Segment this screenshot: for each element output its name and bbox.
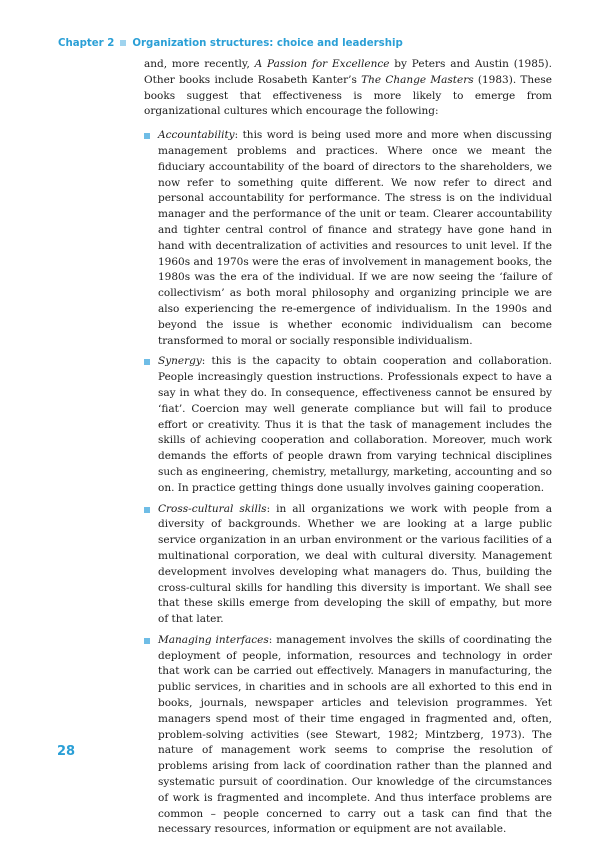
list-item-cross-cultural-skills <box>144 502 552 628</box>
bullet-square-icon <box>144 638 150 644</box>
item-term: Cross-cultural skills <box>158 502 267 515</box>
quality-list <box>144 128 552 838</box>
book-title-change-masters: The Change Masters <box>361 73 474 86</box>
bullet-square-icon <box>144 507 150 513</box>
bullet-square-icon <box>144 359 150 365</box>
page-number: 28 <box>57 744 76 759</box>
list-item-synergy <box>144 354 552 496</box>
list-item-managing-interfaces <box>144 633 552 838</box>
running-head <box>58 38 403 49</box>
list-item-accountability <box>144 128 552 349</box>
item-text: : in all organizations we work with people from a diversity of backgrounds. Whether we are looking at a large public service organization in an urban environment or the various facilities of a multinational corporation, we deal with cultural diversity. Management development involves developing what managers do. Thus, building the cross-cultural skills for handling this diversity is important. We shall see that these skills emerge from developing the skill of empathy, but more of that later. <box>158 502 552 626</box>
item-term: Managing interfaces <box>158 633 269 646</box>
chapter-label: Chapter 2 <box>58 38 115 49</box>
item-text: : this is the capacity to obtain cooperation and collaboration. People increasingly question instructions. Professionals expect to have a say in what they do. In consequence, effectiveness cannot be ensured by ‘fiat’. Coercion may well generate compliance but will fail to produce effort or creativity. Thus it is that the task of management includes the skills of achieving cooperation and collaboration. Moreover, much work demands the efforts of people drawn from varying technical disciplines such as engineering, chemistry, metallurgy, marketing, accounting and so on. In practice getting things done usually involves gaining cooperation. <box>158 355 552 494</box>
item-term: Accountability <box>158 129 235 142</box>
intro-text-3: (1983). These books suggest that effectiveness is more likely to emerge from organizational cultures which encourage the following: <box>144 73 552 118</box>
separator-square-icon <box>120 40 126 46</box>
body-text <box>144 57 552 843</box>
chapter-title: Organization structures: choice and leadership <box>132 38 403 49</box>
intro-text-2: by Peters and Austin (1985). Other books include Rosabeth Kanter’s <box>144 58 552 86</box>
item-term: Synergy <box>158 355 202 368</box>
book-title-passion-for-excellence: A Passion for Excellence <box>254 58 390 70</box>
intro-text-1: and, more recently, <box>144 58 255 70</box>
intro-paragraph <box>144 57 552 120</box>
bullet-square-icon <box>144 133 150 139</box>
item-text: : management involves the skills of coordinating the deployment of people, information, resources and technology in order that work can be carried out effectively. Managers in manufacturing, the public services, in charities and in schools are all exhorted to this end in books, journals, newspaper articles and television programmes. Yet managers spend most of their time engaged in fragmented and, often, problem-solving activities (see Stewart, 1982; Mintzberg, 1973). The nature of management work seems to comprise the resolution of problems arising from lack of coordination rather than the planned and systematic pursuit of coordination. Our knowledge of the circumstances of work is fragmented and incomplete. And thus interface problems are common – people concerned to carry out a task can find that the necessary resources, information or equipment are not available. <box>158 633 553 836</box>
item-text: : this word is being used more and more when discussing management problems and practices. Where once we meant the fiduciary accountability of the board of directors to the shareholders, we now refer to something quite different. We now refer to direct and personal accountability for performance. The stress is on the individual manager and the performance of the unit or team. Clearer accountability and tighter central control of finance and strategy have gone hand in hand with decentralization of activities and resources to unit level. If the 1960s and 1970s were the eras of involvement in management books, the 1980s was the era of the individual. If we are now seeing the ‘failure of collectivism’ as both moral philosophy and organizing principle we are also experiencing the re-emergence of individualism. In the 1990s and beyond the issue is whether economic individualism can become transformed to moral or socially responsible individualism. <box>158 129 552 347</box>
